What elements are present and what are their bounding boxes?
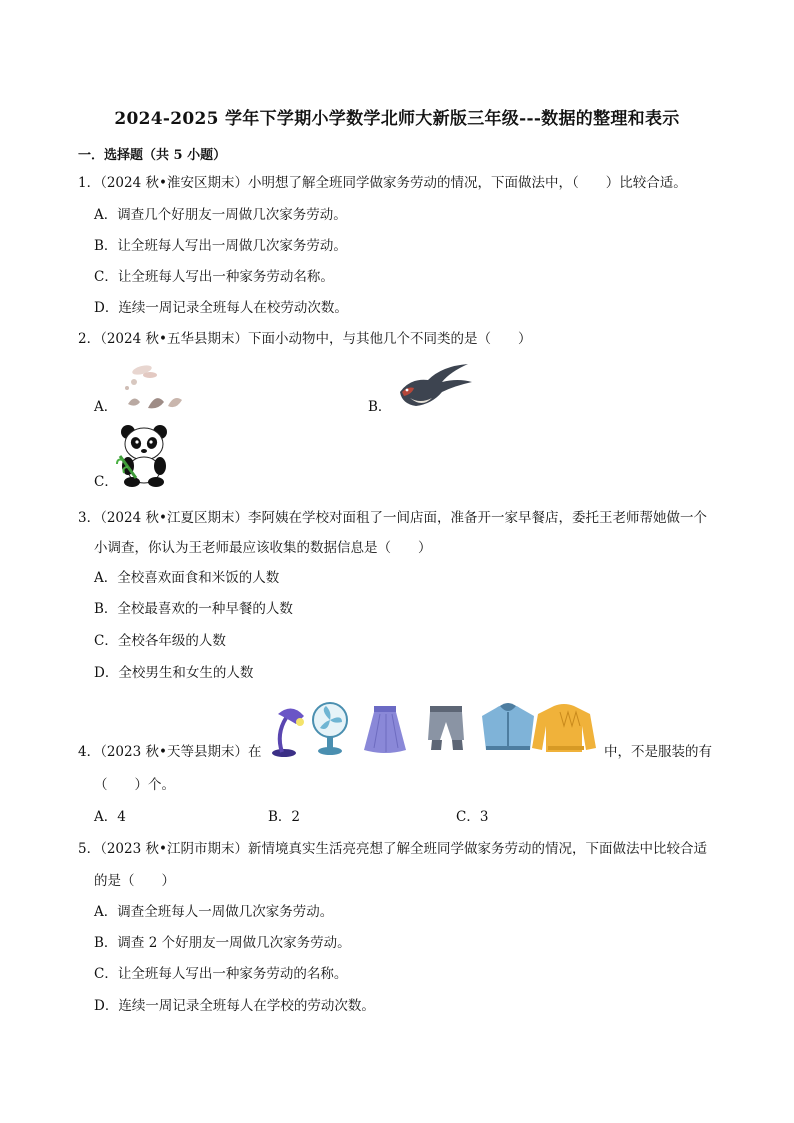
question-3-option-d: D．全校男生和女生的人数 — [94, 665, 254, 681]
question-2-stem: 2．（2024 秋•五华县期末）下面小动物中，与其他几个不同类的是（ ） — [78, 331, 532, 347]
question-3-stem-line2: 小调查，你认为王老师最应该收集的数据信息是（ ） — [94, 540, 432, 556]
question-5-option-b: B．调查 2 个好朋友一周做几次家务劳动。 — [94, 935, 351, 951]
question-4-option-c: C．3 — [456, 809, 489, 825]
electric-fan-icon — [313, 703, 347, 755]
question-1-option-a: A．调查几个好朋友一周做几次家务劳动。 — [94, 207, 347, 223]
question-3-option-a: A．全校喜欢面食和米饭的人数 — [94, 570, 280, 586]
rabbit-icon — [120, 362, 190, 412]
question-1-stem: 1．（2024 秋•淮安区期末）小明想了解全班同学做家务劳动的情况，下面做法中，（ ）比较合适。 — [78, 175, 687, 191]
question-5-option-c: C．让全班每人写出一种家务劳动的名称。 — [94, 966, 348, 982]
question-4-stem-line2: （ ）个。 — [94, 777, 175, 793]
question-2-option-b: B． — [368, 399, 392, 415]
pants-icon — [428, 706, 464, 750]
question-2-option-a: A． — [94, 399, 118, 415]
sweater-icon — [532, 704, 596, 752]
question-4-stem-suffix: 中，不是服装的有 — [604, 744, 712, 760]
question-4-stem-prefix: 4．（2023 秋•天等县期末）在 — [78, 744, 262, 760]
question-5-option-a: A．调查全班每人一周做几次家务劳动。 — [94, 904, 334, 920]
jacket-icon — [482, 703, 534, 750]
question-1-option-d: D．连续一周记录全班每人在校劳动次数。 — [94, 300, 348, 316]
page-title: 2024-2025 学年下学期小学数学北师大新版三年级---数据的整理和表示 — [114, 109, 680, 129]
section-heading: 一．选择题（共 5 小题） — [78, 148, 227, 163]
question-1-option-c: C．让全班每人写出一种家务劳动名称。 — [94, 269, 334, 285]
question-4-option-b: B．2 — [268, 809, 301, 825]
question-3-option-b: B．全校最喜欢的一种早餐的人数 — [94, 601, 293, 617]
desk-lamp-icon — [272, 708, 304, 757]
question-3-stem-line1: 3．（2024 秋•江夏区期末）李阿姨在学校对面租了一间店面，准备开一家早餐店，委托王老师帮她做一个 — [78, 510, 707, 526]
question-3-option-c: C．全校各年级的人数 — [94, 633, 226, 649]
question-1-option-b: B．让全班每人写出一周做几次家务劳动。 — [94, 238, 347, 254]
question-5-stem-line1: 5．（2023 秋•江阴市期末）新情境真实生活亮亮想了解全班同学做家务劳动的情况，下面做法中比较合适 — [78, 841, 707, 857]
question-5-option-d: D．连续一周记录全班每人在学校的劳动次数。 — [94, 998, 375, 1014]
question-2-option-c: C． — [94, 474, 118, 490]
swallow-icon — [390, 358, 474, 414]
panda-icon — [114, 422, 178, 488]
question-4-option-a: A．4 — [94, 809, 126, 825]
skirt-icon — [364, 706, 406, 753]
question-5-stem-line2: 的是（ ） — [94, 873, 175, 889]
clothing-items-strip — [260, 700, 604, 758]
